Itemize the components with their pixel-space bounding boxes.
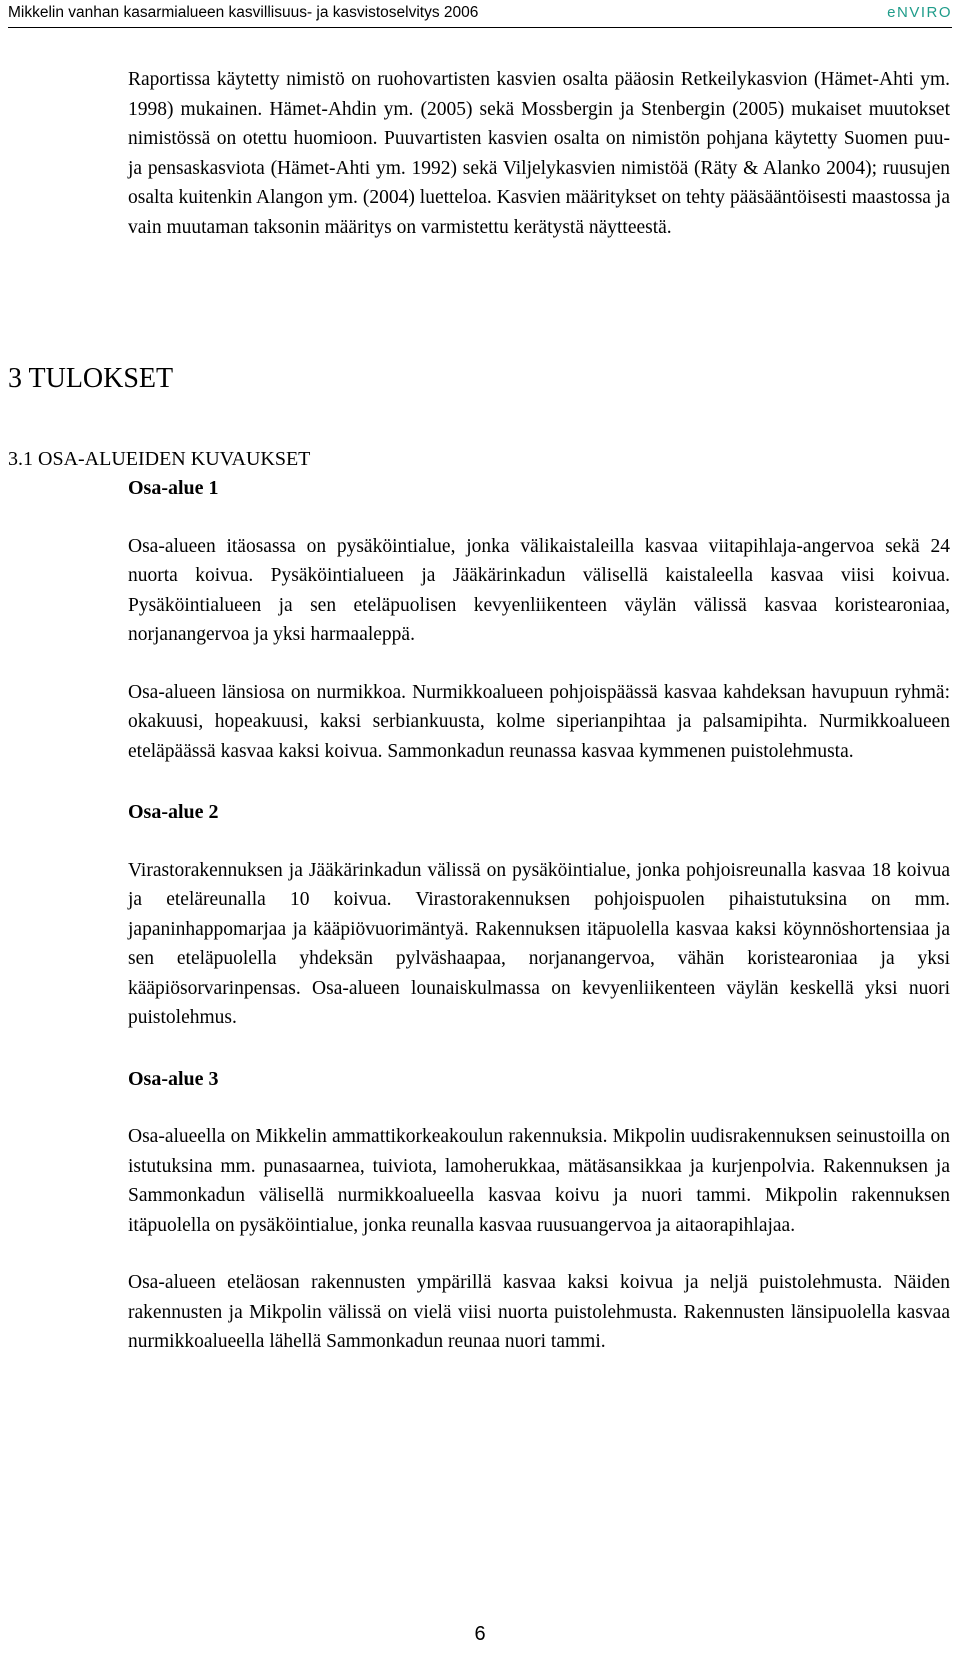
page-number: 6 — [474, 1623, 486, 1645]
area-paragraph: Osa-alueen länsiosa on nurmikkoa. Nurmikkoalueen pohjoispäässä kasvaa kahdeksan havupuun ryhmä: okakuusi, hopeakuusi, kaksi serbiankuusta, kolme siperianpihtaa ja palsamipihta. Nurmikkoalueen eteläpäässä kasvaa kaksi koivua. Sammonkadun reunassa kasvaa kymmenen puistolehmusta. — [128, 681, 950, 762]
area-paragraph: Virastorakennuksen ja Jääkärinkadun välissä on pysäköintialue, jonka pohjoisreunalla kasvaa 18 koivua ja eteläreunalla 10 koivua. Virastorakennuksen pohjoispuolen pihaistutuksina on mm. japaninhappomarjaa ja kääpiövuorimäntyä. Rakennuksen itäpuolella kasvaa kaksi köynnöshortensiaa ja sen eteläpuolella yhdeksän pylväshaapaa, norjanangervoa, vähän koristearoniaa ja yksi kääpiösorvarinpensas. Osa-alueen lounaiskulmassa on kevyenliikenteen väylän keskellä yksi nuori puistolehmus. — [128, 859, 950, 1028]
page-header — [0, 0, 960, 28]
area-title: Osa-alue 1 — [128, 477, 219, 499]
area-paragraph: Osa-alueella on Mikkelin ammattikorkeakoulun rakennuksia. Mikpolin uudisrakennuksen seinustoilla on istutuksina mm. punasaarnea, tuiviota, lamoherukkaa, mätäsansikkaa ja kurjenpolvia. Rakennuksen ja Sammonkadun välisellä nurmikkoalueella kasvaa koivu ja nuori tammi. Mikpolin rakennuksen itäpuolella on pysäköintialue, jonka reunalla kasvaa ruusuangervoa ja aitaorapihlajaa. — [128, 1126, 950, 1236]
areas-section — [128, 474, 950, 1357]
intro-paragraph: Raportissa käytetty nimistö on ruohovartisten kasvien osalta pääosin Retkeilykasvion (Hämet-Ahti ym. 1998) mukainen. Hämet-Ahdin ym. (2005) sekä Mossbergin ja Stenbergin (2005) mukaiset muutokset nimistössä on otettu huomioon. Puuvartisten kasvien osalta on nimistön pohjana käytetty Suomen puu- ja pensaskasviota (Hämet-Ahti ym. 1992) sekä Viljelykasvien nimistöä (Räty & Alanko 2004); ruusujen osalta kuitenkin Alangon ym. (2004) luetteloa. Kasvien määritykset on tehty pääsääntöisesti maastossa ja vain muutaman taksonin määritys on varmistettu kerätystä näytteestä. — [128, 69, 950, 238]
subsection-heading: 3.1 OSA-ALUEIDEN KUVAUKSET — [8, 448, 311, 470]
area-paragraph: Osa-alueen eteläosan rakennusten ympärillä kasvaa kaksi koivua ja neljä puistolehmusta. Näiden rakennusten ja Mikpolin välissä on vielä viisi nuorta puistolehmusta. Rakennusten länsipuolella kasvaa nurmikkoalueella lähellä Sammonkadun reunaa nuori tammi. — [128, 1272, 950, 1352]
section-heading: 3 TULOKSET — [8, 363, 174, 394]
enviro-logo: eNVIRO — [887, 4, 952, 21]
area-title: Osa-alue 2 — [128, 801, 219, 823]
header-divider — [8, 27, 952, 28]
document-title: Mikkelin vanhan kasarmialueen kasvillisuus- ja kasvistoselvitys 2006 — [8, 4, 479, 21]
area-title: Osa-alue 3 — [128, 1067, 219, 1090]
area-paragraph: Osa-alueen itäosassa on pysäköintialue, jonka välikaistaleilla kasvaa viitapihlaja-angervoa sekä 24 nuorta koivua. Pysäköintialueen ja Jääkärinkadun välisellä kaistaleella kasvaa viisi koivua. Pysäköintialueen ja sen eteläpuolisen kevyenliikenteen väylän välissä kasvaa koristearoniaa, norjanangervoa ja yksi harmaaleppä. — [128, 535, 950, 645]
body-text — [128, 65, 950, 242]
